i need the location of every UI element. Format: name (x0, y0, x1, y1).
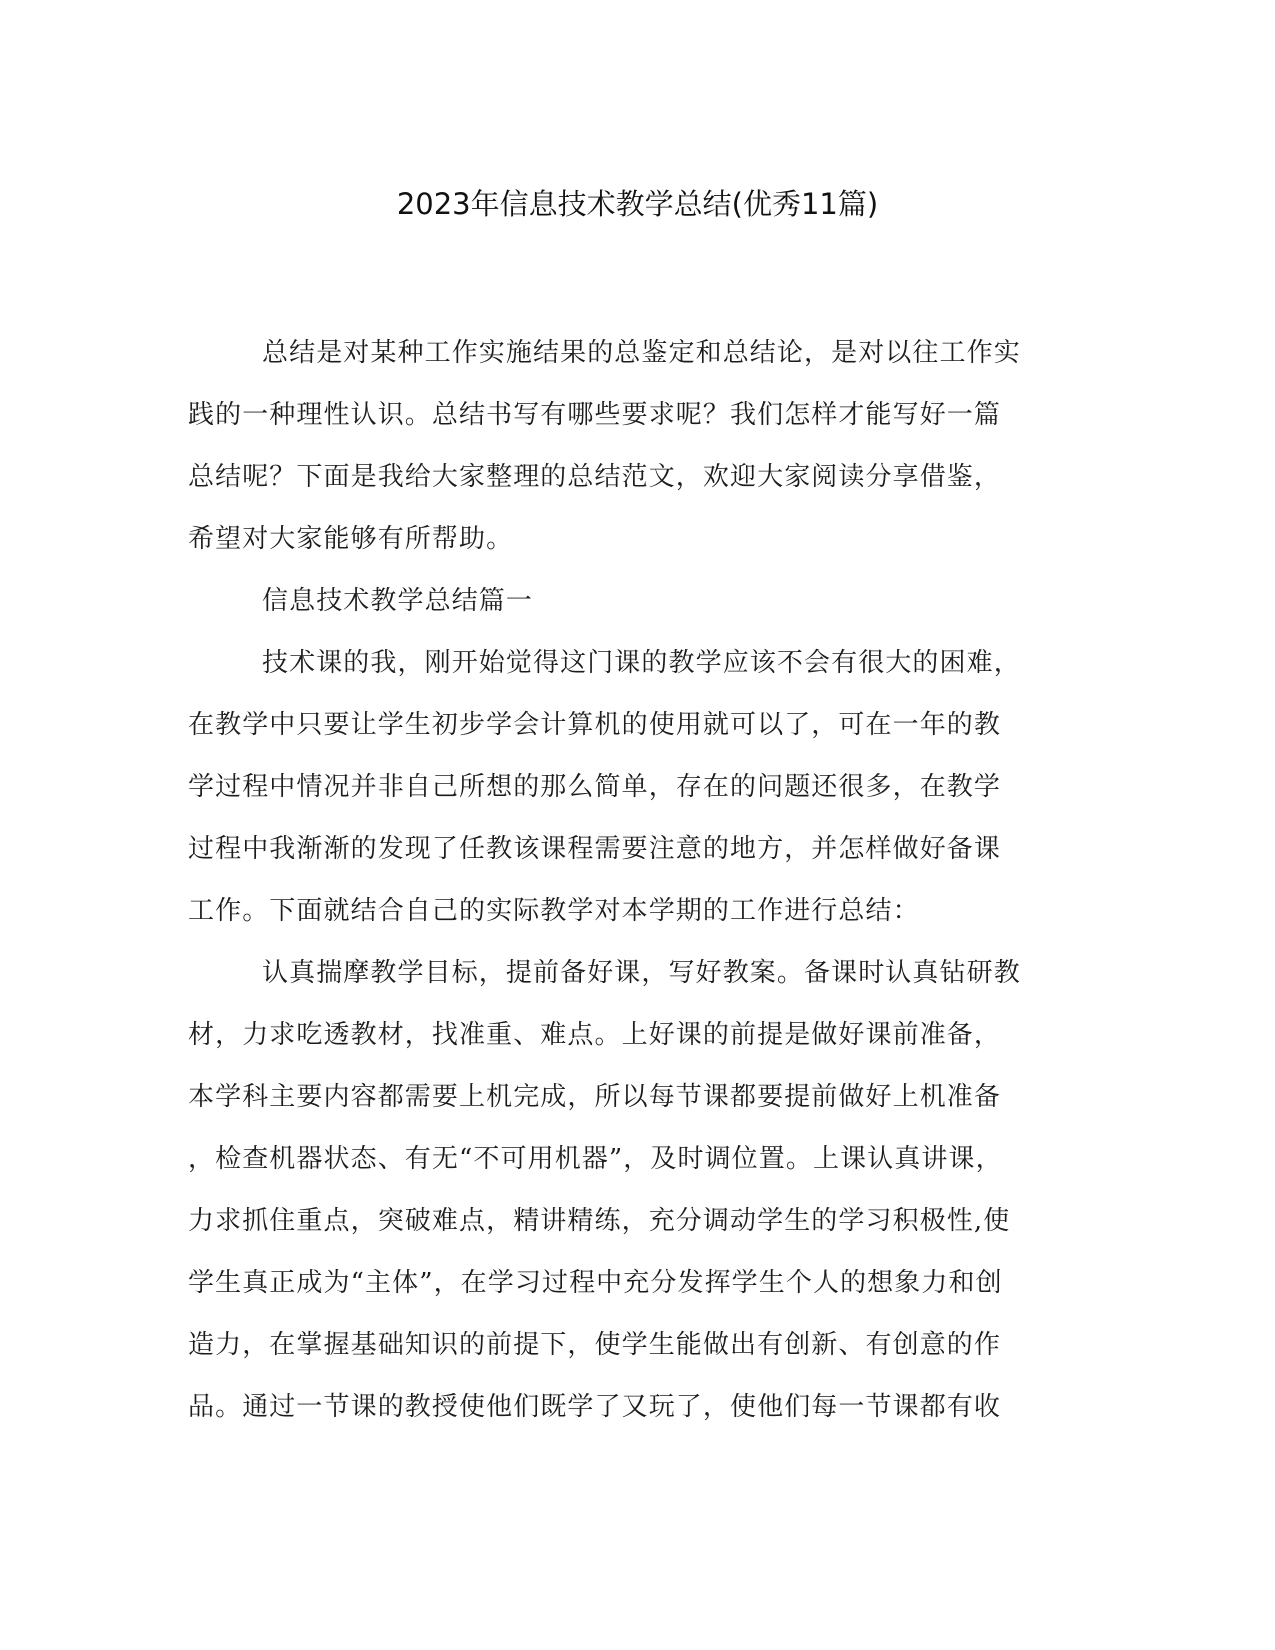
paragraph-line: 总结呢？下面是我给大家整理的总结范文，欢迎大家阅读分享借鉴， (188, 462, 1002, 492)
paragraph-line: 品。通过一节课的教授使他们既学了又玩了，使他们每一节课都有收 (188, 1392, 1002, 1422)
paragraph-line: 造力，在掌握基础知识的前提下，使学生能做出有创新、有创意的作 (188, 1330, 1002, 1360)
paragraph-line: 学生真正成为“主体”，在学习过程中充分发挥学生个人的想象力和创 (188, 1268, 1003, 1298)
section-heading: 信息技术教学总结篇一 (262, 586, 534, 616)
paragraph-line: 过程中我渐渐的发现了任教该课程需要注意的地方，并怎样做好备课 (188, 834, 1002, 864)
paragraph-line: 认真揣摩教学目标，提前备好课，写好教案。备课时认真钻研教 (262, 958, 1021, 988)
paragraph-line: 工作。下面就结合自己的实际教学对本学期的工作进行总结： (188, 896, 920, 926)
paragraph-line: 力求抓住重点，突破难点，精讲精练，充分调动学生的学习积极性,使 (188, 1206, 1011, 1236)
paragraph-line: 践的一种理性认识。总结书写有哪些要求呢？我们怎样才能写好一篇 (188, 400, 1002, 430)
paragraph-line: 学过程中情况并非自己所想的那么简单，存在的问题还很多，在教学 (188, 772, 1002, 802)
paragraph-line: 希望对大家能够有所帮助。 (188, 524, 514, 554)
paragraph-line: 本学科主要内容都需要上机完成，所以每节课都要提前做好上机准备 (188, 1082, 1002, 1112)
paragraph-line: 材，力求吃透教材，找准重、难点。上好课的前提是做好课前准备， (188, 1020, 1002, 1050)
document-title: 2023年信息技术教学总结(优秀11篇) (396, 187, 879, 221)
paragraph-line: 在教学中只要让学生初步学会计算机的使用就可以了，可在一年的教 (188, 710, 1002, 740)
paragraph-line: 总结是对某种工作实施结果的总鉴定和总结论，是对以往工作实 (262, 338, 1021, 368)
paragraph-line: ，检查机器状态、有无“不可用机器”，及时调位置。上课认真讲课， (188, 1144, 1003, 1174)
paragraph-line: 技术课的我，刚开始觉得这门课的教学应该不会有很大的困难， (262, 648, 1021, 678)
document-body (188, 322, 1088, 1438)
